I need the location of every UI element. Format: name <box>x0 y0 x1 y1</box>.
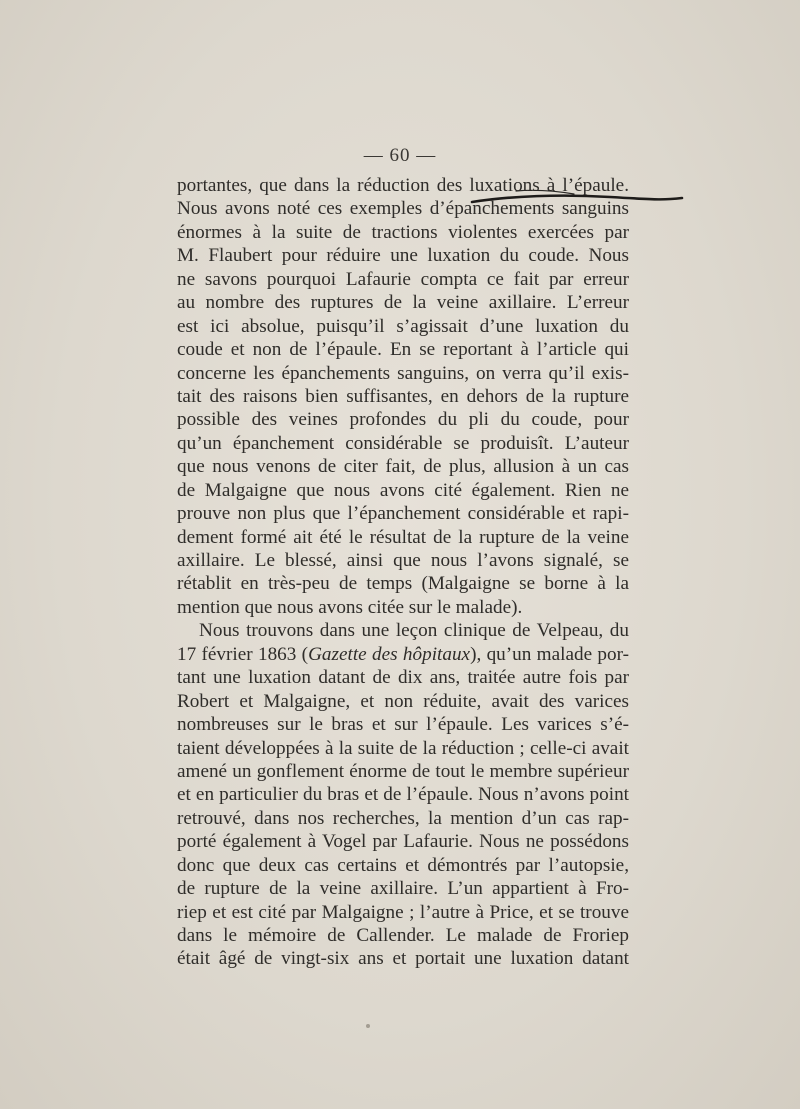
text-line: ne savons pourquoi Lafaurie compta ce fait par erreur <box>177 268 629 290</box>
citation-title: Gazette des hôpitaux <box>308 643 471 665</box>
text-line: était âgé de vingt-six ans et portait une luxation datant <box>177 948 629 970</box>
text-span: 17 février 1863 ( <box>177 643 309 665</box>
text-line: rétablit en très-peu de temps (Malgaigne se borne à la <box>177 573 629 595</box>
text-line: dans le mémoire de Callender. Le malade de Froriep <box>177 925 629 946</box>
text-line: riep et est cité par Malgaigne ; l’autre à Price, et se trouve <box>177 901 629 923</box>
body-text <box>177 174 629 971</box>
text-line: axillaire. Le blessé, ainsi que nous l’avons signalé, se <box>177 550 629 571</box>
text-line: Robert et Malgaigne, et non réduite, avait des varices <box>177 690 629 712</box>
text-line: de Malgaigne que nous avons cité également. Rien ne <box>177 479 629 501</box>
text-line: que nous venons de citer fait, de plus, allusion à un cas <box>177 456 629 478</box>
text-line: taient développées à la suite de la réduction ; celle-ci avait <box>177 737 629 759</box>
text-line: possible des veines profondes du pli du coude, pour <box>177 409 629 431</box>
paper-speck <box>366 1024 370 1028</box>
text-line: tant une luxation datant de dix ans, traitée autre fois par <box>177 667 629 689</box>
text-line: énormes à la suite de tractions violentes exercées par <box>177 221 629 243</box>
text-line: coude et non de l’épaule. En se reportant à l’article qui <box>177 339 629 361</box>
text-line: nombreuses sur le bras et sur l’épaule. Les varices s’é- <box>177 714 629 736</box>
page-number: — 60 — <box>363 145 437 166</box>
text-line: dement formé ait été le résultat de la rupture de la veine <box>177 526 629 548</box>
text-line: Nous trouvons dans une leçon clinique de Velpeau, du <box>199 620 629 642</box>
text-line: Nous avons noté ces exemples d’épanchements sanguins <box>177 198 629 220</box>
text-line: qu’un épanchement considérable se produisît. L’auteur <box>177 432 629 454</box>
text-line: et en particulier du bras et de l’épaule. Nous n’avons point <box>177 784 629 806</box>
text-line: retrouvé, dans nos recherches, la mention d’un cas rap- <box>177 807 629 829</box>
text-line: donc que deux cas certains et démontrés par l’autopsie, <box>177 854 629 876</box>
text-line: est ici absolue, puisqu’il s’agissait d’une luxation du <box>177 315 629 337</box>
text-line: prouve non plus que l’épanchement considérable et rapi- <box>177 503 629 525</box>
text-line: M. Flaubert pour réduire une luxation du coude. Nous <box>177 245 629 267</box>
text-line: portantes, que dans la réduction des luxations à l’épaule. <box>177 175 629 196</box>
text-line: mention que nous avons citée sur le malade). <box>177 596 523 618</box>
text-line: concerne les épanchements sanguins, on verra qu’il exis- <box>177 362 629 384</box>
text-line: de rupture de la veine axillaire. L’un appartient à Fro- <box>177 878 629 900</box>
text-line-with-citation <box>177 643 629 666</box>
text-line: amené un gonflement énorme de tout le membre supérieur <box>177 760 629 782</box>
text-span: ), qu’un malade por- <box>470 643 629 665</box>
text-line: porté également à Vogel par Lafaurie. Nous ne possédons <box>177 831 629 853</box>
text-line: au nombre des ruptures de la veine axillaire. L’erreur <box>177 292 629 314</box>
text-line: tait des raisons bien suffisantes, en dehors de la rupture <box>177 385 629 407</box>
